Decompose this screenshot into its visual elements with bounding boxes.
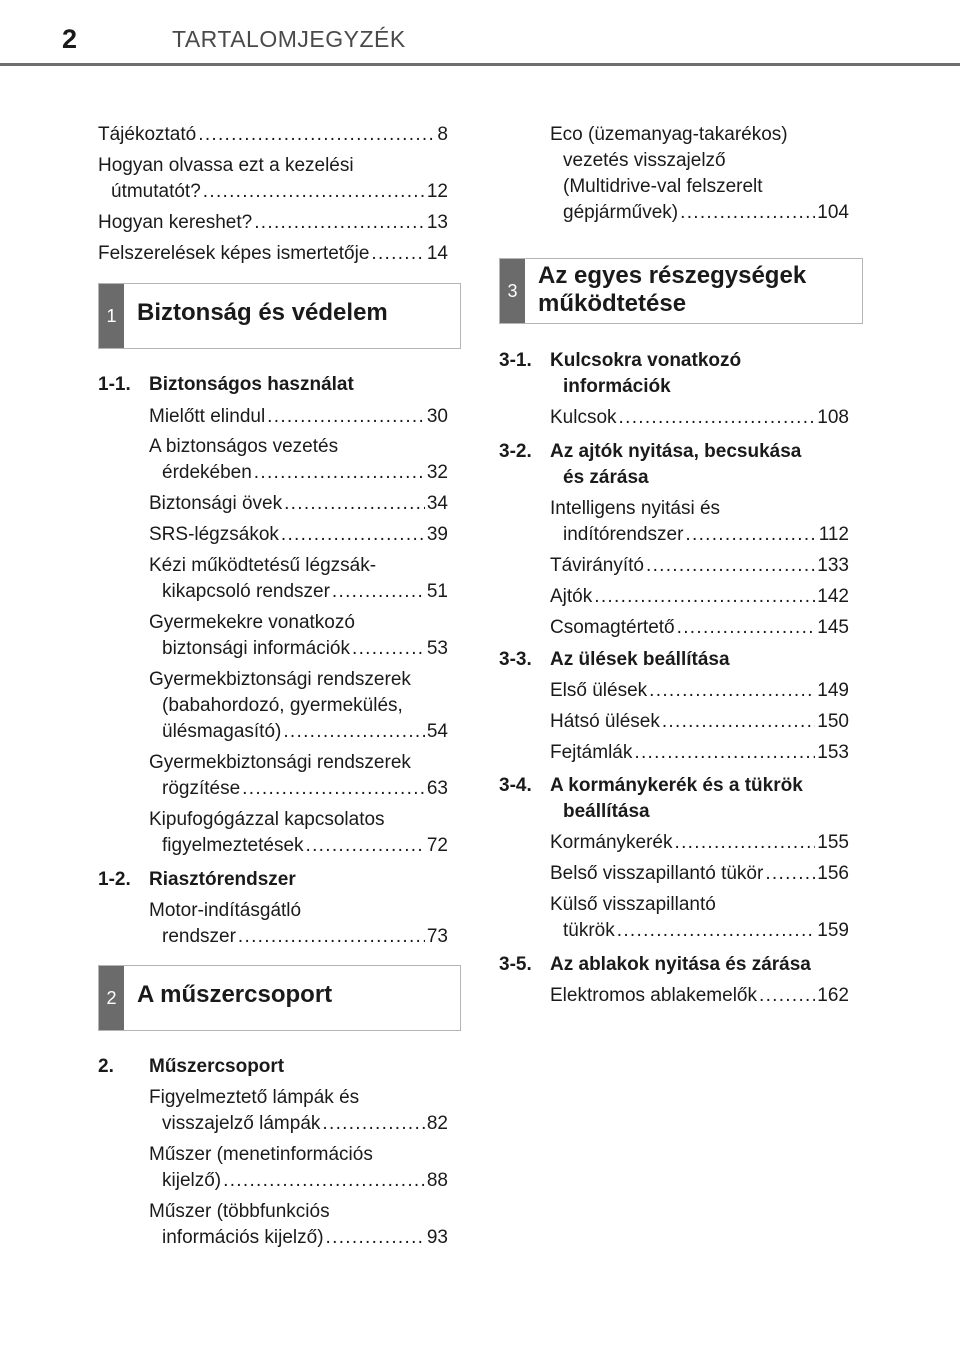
entry-line bbox=[550, 584, 849, 610]
dot-leader bbox=[352, 636, 425, 662]
dot-leader bbox=[267, 404, 425, 430]
section-title: Az ablakok nyitása és zárása bbox=[550, 954, 811, 975]
entry-text: Biztonsági övek bbox=[149, 493, 283, 514]
entry-line bbox=[149, 404, 448, 430]
section-title: Biztonságos használat bbox=[149, 374, 354, 395]
chapter-box-2 bbox=[98, 965, 461, 1031]
entry-line bbox=[98, 153, 448, 179]
entry-text: Kormánykerék bbox=[550, 832, 673, 853]
entry-text: Eco (üzemanyag-takarékos) bbox=[550, 124, 788, 145]
page-ref: 63 bbox=[426, 778, 448, 799]
entry-text: Kézi működtetésű légzsák- bbox=[149, 555, 377, 576]
entry-text: Csomagtértető bbox=[550, 617, 675, 638]
section-title: beállítása bbox=[563, 801, 650, 822]
entry-line bbox=[149, 610, 448, 636]
entry-line bbox=[98, 179, 448, 205]
dot-leader bbox=[619, 405, 816, 431]
section-number: 3-5. bbox=[499, 954, 532, 975]
entry-line bbox=[550, 830, 849, 856]
entry-line bbox=[149, 807, 448, 833]
dot-leader bbox=[680, 200, 815, 226]
entry-line bbox=[149, 522, 448, 548]
entry-text: Gyermekbiztonsági rendszerek bbox=[149, 669, 411, 690]
toc-entry[interactable] bbox=[550, 983, 849, 1009]
entry-text: kikapcsoló rendszer bbox=[162, 581, 330, 602]
entry-line bbox=[550, 405, 849, 431]
dot-leader bbox=[284, 491, 425, 517]
entry-text: útmutatót? bbox=[111, 181, 201, 202]
dot-leader bbox=[371, 241, 424, 267]
entry-text: érdekében bbox=[162, 462, 252, 483]
entry-line bbox=[550, 553, 849, 579]
entry-text: tükrök bbox=[563, 920, 615, 941]
entry-text: Hátsó ülések bbox=[550, 711, 660, 732]
entry-line bbox=[550, 148, 849, 174]
page-ref: 8 bbox=[437, 124, 448, 145]
section-title: Műszercsoport bbox=[149, 1056, 285, 1077]
dot-leader bbox=[306, 833, 425, 859]
toc-entry[interactable] bbox=[550, 615, 849, 641]
page-header bbox=[0, 0, 960, 68]
entry-line bbox=[550, 861, 849, 887]
toc-entry[interactable] bbox=[550, 892, 849, 944]
entry-line bbox=[550, 740, 849, 766]
dot-leader bbox=[675, 830, 816, 856]
toc-entry[interactable] bbox=[149, 898, 448, 950]
page-ref: 88 bbox=[426, 1170, 448, 1191]
dot-leader bbox=[594, 584, 815, 610]
toc-entry[interactable] bbox=[149, 750, 448, 802]
entry-line bbox=[550, 615, 849, 641]
entry-line bbox=[149, 579, 448, 605]
dot-leader bbox=[203, 179, 425, 205]
entry-line bbox=[550, 496, 849, 522]
section-number: 2. bbox=[98, 1056, 114, 1077]
entry-text: Kulcsok bbox=[550, 407, 617, 428]
dot-leader bbox=[759, 983, 815, 1009]
toc-entry-hogyan-olvassa[interactable] bbox=[98, 153, 448, 205]
entry-text: (babahordozó, gyermekülés, bbox=[162, 695, 403, 716]
page-ref: 32 bbox=[426, 462, 448, 483]
toc-entry[interactable] bbox=[550, 709, 849, 735]
entry-line bbox=[550, 678, 849, 704]
page-ref: 162 bbox=[817, 985, 849, 1006]
chapter-number-tab: 2 bbox=[99, 966, 124, 1030]
entry-text: visszajelző lámpák bbox=[162, 1113, 321, 1134]
toc-entry[interactable] bbox=[550, 584, 849, 610]
entry-text: A biztonságos vezetés bbox=[149, 436, 339, 457]
entry-text: Gyermekbiztonsági rendszerek bbox=[149, 752, 411, 773]
entry-text: biztonsági információk bbox=[162, 638, 350, 659]
toc-entry[interactable] bbox=[149, 1142, 448, 1194]
entry-text: Hogyan olvassa ezt a kezelési bbox=[98, 155, 354, 176]
page-ref: 30 bbox=[426, 406, 448, 427]
toc-entry[interactable] bbox=[550, 678, 849, 704]
entry-line bbox=[149, 1199, 448, 1225]
dot-leader bbox=[617, 918, 816, 944]
page-ref: 72 bbox=[426, 835, 448, 856]
page-ref: 13 bbox=[426, 212, 448, 233]
entry-line bbox=[149, 833, 448, 859]
entry-line bbox=[98, 122, 448, 148]
entry-line bbox=[550, 983, 849, 1009]
entry-line bbox=[149, 1168, 448, 1194]
section-number: 1-2. bbox=[98, 869, 131, 890]
dot-leader bbox=[634, 740, 815, 766]
entry-text: Intelligens nyitási és bbox=[550, 498, 721, 519]
entry-text: Kipufogógázzal kapcsolatos bbox=[149, 809, 385, 830]
toc-entry[interactable] bbox=[550, 830, 849, 856]
entry-line bbox=[149, 693, 448, 719]
toc-entry-hogyan-kereshet[interactable] bbox=[98, 210, 448, 236]
dot-leader bbox=[677, 615, 816, 641]
dot-leader bbox=[223, 1168, 425, 1194]
toc-entry[interactable] bbox=[550, 861, 849, 887]
section-title: Kulcsokra vonatkozó bbox=[550, 350, 742, 371]
entry-line bbox=[149, 460, 448, 486]
page-ref: 150 bbox=[817, 711, 849, 732]
entry-line bbox=[149, 434, 448, 460]
entry-text: Gyermekekre vonatkozó bbox=[149, 612, 355, 633]
entry-line bbox=[550, 892, 849, 918]
entry-text: Belső visszapillantó tükör bbox=[550, 863, 764, 884]
page-title: TARTALOMJEGYZÉK bbox=[172, 26, 406, 52]
section-number: 1-1. bbox=[98, 374, 131, 395]
toc-entry-tajekoztato[interactable] bbox=[98, 122, 448, 148]
toc-entry[interactable] bbox=[149, 807, 448, 859]
entry-text: kijelző) bbox=[162, 1170, 222, 1191]
section-number: 3-3. bbox=[499, 649, 532, 670]
section-number: 3-2. bbox=[499, 441, 532, 462]
dot-leader bbox=[254, 210, 425, 236]
page-ref: 14 bbox=[426, 243, 448, 264]
entry-text: Első ülések bbox=[550, 680, 648, 701]
entry-line bbox=[550, 709, 849, 735]
page-ref: 54 bbox=[426, 721, 448, 742]
entry-text: Elektromos ablakemelők bbox=[550, 985, 757, 1006]
entry-line bbox=[149, 750, 448, 776]
section-number: 3-4. bbox=[499, 775, 532, 796]
chapter-title-line-1: Az egyes részegységek bbox=[538, 262, 807, 289]
page-ref: 73 bbox=[426, 926, 448, 947]
toc-entry-eco[interactable] bbox=[550, 122, 849, 226]
section-title: és zárása bbox=[563, 467, 649, 488]
entry-text: rendszer bbox=[162, 926, 236, 947]
toc-entry[interactable] bbox=[149, 491, 448, 517]
page-ref: 104 bbox=[817, 202, 849, 223]
dot-leader bbox=[254, 460, 425, 486]
toc-entry[interactable] bbox=[550, 496, 849, 548]
toc-entry[interactable] bbox=[149, 667, 448, 745]
entry-line bbox=[149, 553, 448, 579]
entry-line bbox=[149, 1111, 448, 1137]
entry-text: SRS-légzsákok bbox=[149, 524, 279, 545]
dot-leader bbox=[283, 719, 425, 745]
entry-line bbox=[149, 1085, 448, 1111]
dot-leader bbox=[326, 1225, 425, 1251]
page-ref: 156 bbox=[817, 863, 849, 884]
entry-text: Fejtámlák bbox=[550, 742, 633, 763]
section-title: Az ülések beállítása bbox=[550, 649, 730, 670]
chapter-number-tab: 3 bbox=[500, 259, 525, 323]
section-title: Riasztórendszer bbox=[149, 869, 296, 890]
chapter-box-3 bbox=[499, 258, 863, 324]
dot-leader bbox=[242, 776, 425, 802]
entry-line bbox=[149, 776, 448, 802]
chapter-box-1 bbox=[98, 283, 461, 349]
entry-line bbox=[149, 898, 448, 924]
page-ref: 153 bbox=[817, 742, 849, 763]
chapter-title-line-2: működtetése bbox=[538, 290, 687, 317]
dot-leader bbox=[198, 122, 435, 148]
page-ref: 142 bbox=[817, 586, 849, 607]
page-ref: 12 bbox=[426, 181, 448, 202]
toc-entry[interactable] bbox=[149, 522, 448, 548]
entry-line bbox=[98, 210, 448, 236]
dot-leader bbox=[238, 924, 425, 950]
entry-text: Felszerelések képes ismertetője bbox=[98, 243, 370, 264]
page-ref: 149 bbox=[817, 680, 849, 701]
entry-line bbox=[550, 122, 849, 148]
entry-text: indítórendszer bbox=[563, 524, 684, 545]
entry-text: gépjárművek) bbox=[563, 202, 679, 223]
entry-text: Távirányító bbox=[550, 555, 644, 576]
entry-text: figyelmeztetések bbox=[162, 835, 304, 856]
header-divider bbox=[0, 63, 960, 66]
entry-text: rögzítése bbox=[162, 778, 241, 799]
toc-entry[interactable] bbox=[149, 404, 448, 430]
page-ref: 39 bbox=[426, 524, 448, 545]
dot-leader bbox=[685, 522, 816, 548]
entry-line bbox=[550, 200, 849, 226]
page-ref: 112 bbox=[818, 524, 849, 545]
entry-line bbox=[149, 636, 448, 662]
page-ref: 145 bbox=[817, 617, 849, 638]
chapter-title: A műszercsoport bbox=[137, 981, 333, 1008]
entry-line bbox=[149, 719, 448, 745]
toc-entry[interactable] bbox=[149, 434, 448, 486]
section-title: információk bbox=[563, 376, 671, 397]
entry-line bbox=[550, 918, 849, 944]
entry-line bbox=[98, 241, 448, 267]
chapter-title: Biztonság és védelem bbox=[137, 299, 388, 326]
entry-text: információs kijelző) bbox=[162, 1227, 324, 1248]
page-number: 2 bbox=[62, 24, 78, 54]
toc-entry[interactable] bbox=[550, 740, 849, 766]
dot-leader bbox=[662, 709, 815, 735]
entry-text: Mielőtt elindul bbox=[149, 406, 266, 427]
toc-entry[interactable] bbox=[550, 553, 849, 579]
page-ref: 108 bbox=[817, 407, 849, 428]
page-ref: 82 bbox=[426, 1113, 448, 1134]
page-ref: 51 bbox=[426, 581, 448, 602]
entry-line bbox=[149, 924, 448, 950]
chapter-number-tab: 1 bbox=[99, 284, 124, 348]
entry-text: ülésmagasító) bbox=[162, 721, 282, 742]
entry-line bbox=[550, 174, 849, 200]
entry-text: Műszer (többfunkciós bbox=[149, 1201, 330, 1222]
dot-leader bbox=[765, 861, 815, 887]
dot-leader bbox=[646, 553, 815, 579]
toc-entry[interactable] bbox=[149, 610, 448, 662]
entry-text: Ajtók bbox=[550, 586, 593, 607]
section-number: 3-1. bbox=[499, 350, 532, 371]
entry-text: Figyelmeztető lámpák és bbox=[149, 1087, 360, 1108]
page-ref: 34 bbox=[426, 493, 448, 514]
page-ref: 159 bbox=[817, 920, 849, 941]
toc-entry[interactable] bbox=[550, 405, 849, 431]
entry-text: Motor-indításgátló bbox=[149, 900, 302, 921]
entry-text: Műszer (menetinformációs bbox=[149, 1144, 373, 1165]
section-title: Az ajtók nyitása, becsukása bbox=[550, 441, 802, 462]
section-title: A kormánykerék és a tükrök bbox=[550, 775, 803, 796]
toc-entry[interactable] bbox=[149, 553, 448, 605]
entry-text: vezetés visszajelző bbox=[563, 150, 726, 171]
dot-leader bbox=[322, 1111, 424, 1137]
dot-leader bbox=[649, 678, 815, 704]
page-ref: 53 bbox=[426, 638, 448, 659]
dot-leader bbox=[281, 522, 425, 548]
entry-line bbox=[149, 1142, 448, 1168]
entry-line bbox=[149, 491, 448, 517]
toc-entry[interactable] bbox=[149, 1199, 448, 1251]
entry-line bbox=[550, 522, 849, 548]
entry-text: Hogyan kereshet? bbox=[98, 212, 253, 233]
entry-text: Külső visszapillantó bbox=[550, 894, 716, 915]
entry-text: Tájékoztató bbox=[98, 124, 197, 145]
toc-entry-felszerelesek[interactable] bbox=[98, 241, 448, 267]
toc-entry[interactable] bbox=[149, 1085, 448, 1137]
entry-line bbox=[149, 1225, 448, 1251]
entry-text: (Multidrive-val felszerelt bbox=[563, 176, 763, 197]
page-ref: 155 bbox=[817, 832, 849, 853]
page-ref: 93 bbox=[426, 1227, 448, 1248]
entry-line bbox=[149, 667, 448, 693]
page-ref: 133 bbox=[817, 555, 849, 576]
dot-leader bbox=[332, 579, 425, 605]
